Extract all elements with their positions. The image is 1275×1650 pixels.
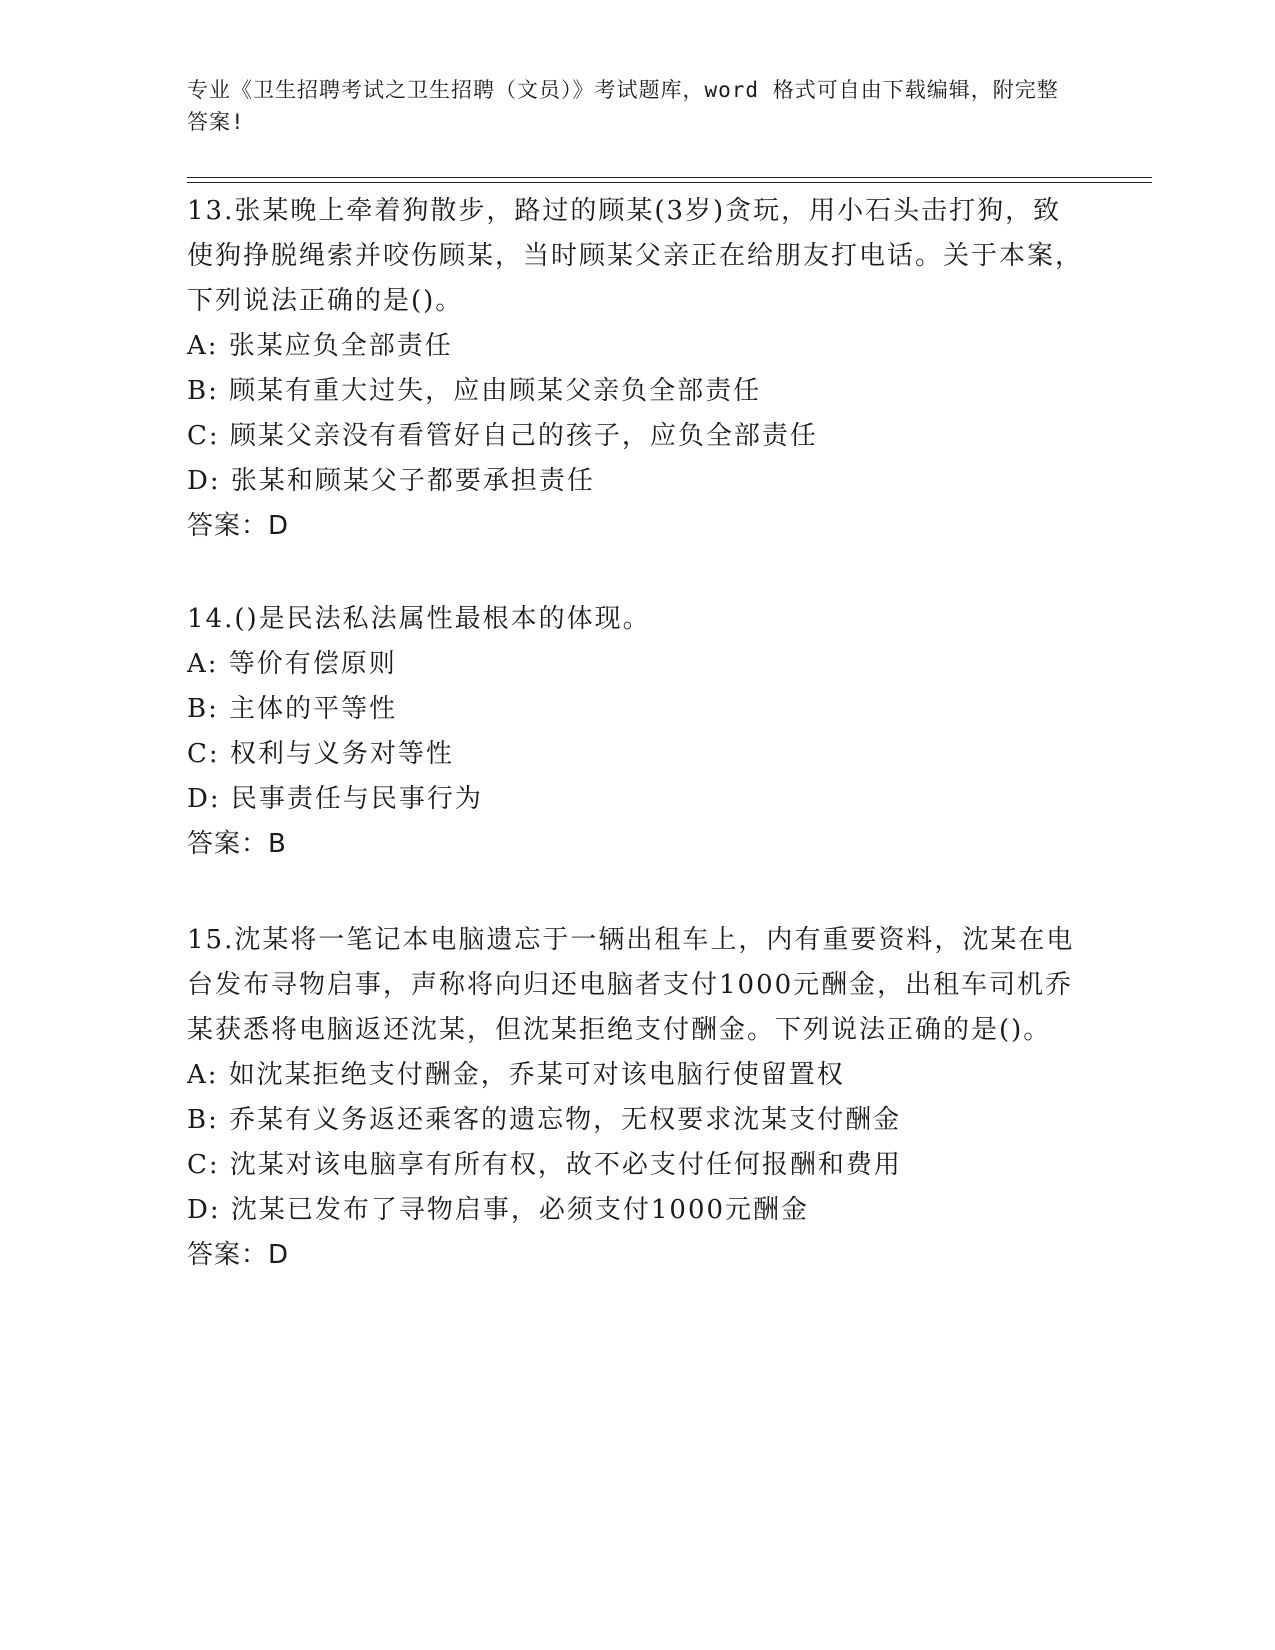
option-d: D: 沈某已发布了寻物启事，必须支付1000元酬金: [187, 1195, 810, 1225]
question-stem: 13.张某晚上牵着狗散步，路过的顾某(3岁)贪玩，用小石头击打狗，致使狗挣脱绳索并咬伤顾某，当时顾某父亲正在给朋友打电话。关于本案，下列说法正确的是()。: [187, 196, 1084, 316]
option-a: A: 如沈某拒绝支付酬金，乔某可对该电脑行使留置权: [187, 1060, 845, 1090]
question-15: [187, 918, 1087, 1278]
option-b: B: 乔某有义务返还乘客的遗忘物，无权要求沈某支付酬金: [187, 1105, 902, 1135]
option-d: D: 民事责任与民事行为: [187, 784, 483, 814]
option-c: C: 权利与义务对等性: [187, 739, 454, 769]
document-header: 专业《卫生招聘考试之卫生招聘（文员）》考试题库，word 格式可自由下载编辑，附完整答案!: [187, 78, 1059, 134]
option-c: C: 沈某对该电脑享有所有权，故不必支付任何报酬和费用: [187, 1150, 902, 1180]
answer: 答案：B: [187, 829, 287, 859]
answer: 答案：D: [187, 511, 290, 541]
answer: 答案：D: [187, 1240, 290, 1270]
question-14: [187, 597, 1087, 867]
option-b: B: 顾某有重大过失，应由顾某父亲负全部责任: [187, 376, 762, 406]
header-divider-top: [187, 177, 1152, 178]
question-stem: 15.沈某将一笔记本电脑遗忘于一辆出租车上，内有重要资料，沈某在电台发布寻物启事，声称将向归还电脑者支付1000元酬金，出租车司机乔某获悉将电脑返还沈某，但沈某拒绝支付酬金。下列说法正确的是()。: [187, 925, 1075, 1045]
option-a: A: 张某应负全部责任: [187, 331, 453, 361]
header-divider-bottom: [187, 182, 1152, 183]
option-a: A: 等价有偿原则: [187, 649, 397, 679]
option-b: B: 主体的平等性: [187, 694, 398, 724]
question-stem: 14.()是民法私法属性最根本的体现。: [187, 604, 651, 634]
question-13: [187, 189, 1087, 549]
option-d: D: 张某和顾某父子都要承担责任: [187, 466, 595, 496]
option-c: C: 顾某父亲没有看管好自己的孩子，应负全部责任: [187, 421, 818, 451]
